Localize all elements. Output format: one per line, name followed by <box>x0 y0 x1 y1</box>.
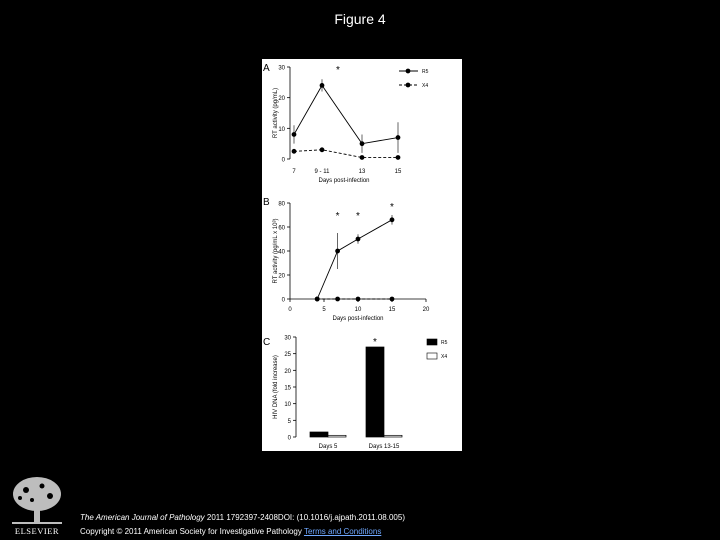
citation-line <box>80 511 405 525</box>
y-axis-label: HIV DNA (fold increase) <box>273 355 279 419</box>
journal-name: The American Journal of Pathology <box>80 513 205 522</box>
y-tick-label: 30 <box>278 65 285 72</box>
legend-marker <box>406 69 410 73</box>
y-tick-label: 30 <box>284 335 291 342</box>
panel-label: B <box>263 197 270 208</box>
bar <box>328 435 346 437</box>
y-tick-label: 25 <box>284 352 291 359</box>
x-tick-label: 20 <box>422 307 430 313</box>
y-tick-label: 40 <box>278 249 285 256</box>
y-tick-label: 5 <box>287 418 291 425</box>
x-tick-label: Days 5 <box>318 444 338 450</box>
significance-star: * <box>373 337 377 348</box>
x-axis-label: Days post-infection <box>318 178 370 184</box>
data-point <box>320 148 324 152</box>
data-point <box>356 297 360 301</box>
elsevier-logo <box>6 474 68 536</box>
bar <box>366 347 384 437</box>
y-tick-label: 0 <box>287 435 291 442</box>
legend-marker <box>406 83 410 87</box>
x-tick-label: Days 13-15 <box>368 444 400 450</box>
x-axis-label: Days post-infection <box>332 316 384 322</box>
data-point <box>315 297 319 301</box>
legend-label: R5 <box>441 340 448 346</box>
legend-label: R5 <box>422 69 429 75</box>
copyright-line <box>80 525 405 539</box>
y-tick-label: 20 <box>284 368 291 375</box>
figure-image <box>262 59 462 451</box>
y-axis-label: RT activity (pg/mL x 10³) <box>273 218 279 284</box>
data-point <box>336 297 340 301</box>
x-tick-label: 15 <box>394 169 402 175</box>
bar <box>310 432 328 437</box>
data-point <box>292 149 296 153</box>
panel-label: A <box>263 63 270 74</box>
y-axis-label: RT activity (pg/mL) <box>273 87 279 139</box>
x-tick-label: 9 - 11 <box>314 169 330 175</box>
data-point <box>360 155 364 159</box>
terms-link[interactable]: Terms and Conditions <box>303 527 382 536</box>
significance-star: * <box>356 211 360 222</box>
legend-label: X4 <box>441 354 448 360</box>
data-point <box>396 155 400 159</box>
x-tick-label: 10 <box>354 307 362 313</box>
legend-label: X4 <box>422 83 429 89</box>
slide-title: Figure 4 <box>334 11 386 27</box>
y-tick-label: 0 <box>281 297 285 304</box>
bar <box>384 435 402 437</box>
panel-label: C <box>263 337 271 348</box>
logo-wordmark: ELSEVIER <box>14 526 60 536</box>
y-tick-label: 10 <box>278 126 285 133</box>
y-tick-label: 20 <box>278 273 285 280</box>
citation-details: 2011 1792397-2408DOI: (10.1016/j.ajpath.2011.08.005) <box>204 513 405 522</box>
copyright-text: Copyright © 2011 American Society for Investigative Pathology <box>80 527 302 536</box>
data-point <box>390 297 394 301</box>
legend-swatch <box>427 353 437 359</box>
series-line <box>317 220 392 299</box>
citation <box>80 511 405 539</box>
y-tick-label: 20 <box>278 96 285 103</box>
significance-star: * <box>335 211 340 222</box>
series-line <box>294 85 398 143</box>
significance-star: * <box>390 201 394 213</box>
y-tick-label: 10 <box>284 402 291 409</box>
significance-star: * <box>336 65 340 76</box>
series-line <box>294 150 398 158</box>
x-tick-label: 15 <box>388 307 396 313</box>
y-tick-label: 60 <box>278 225 285 232</box>
y-tick-label: 15 <box>284 385 291 392</box>
y-tick-label: 80 <box>278 201 285 208</box>
x-tick-label: 5 <box>322 307 326 313</box>
y-tick-label: 0 <box>281 157 285 164</box>
x-tick-label: 0 <box>288 307 292 313</box>
legend-swatch <box>427 339 437 345</box>
x-tick-label: 7 <box>292 169 296 175</box>
x-tick-label: 13 <box>358 169 366 175</box>
